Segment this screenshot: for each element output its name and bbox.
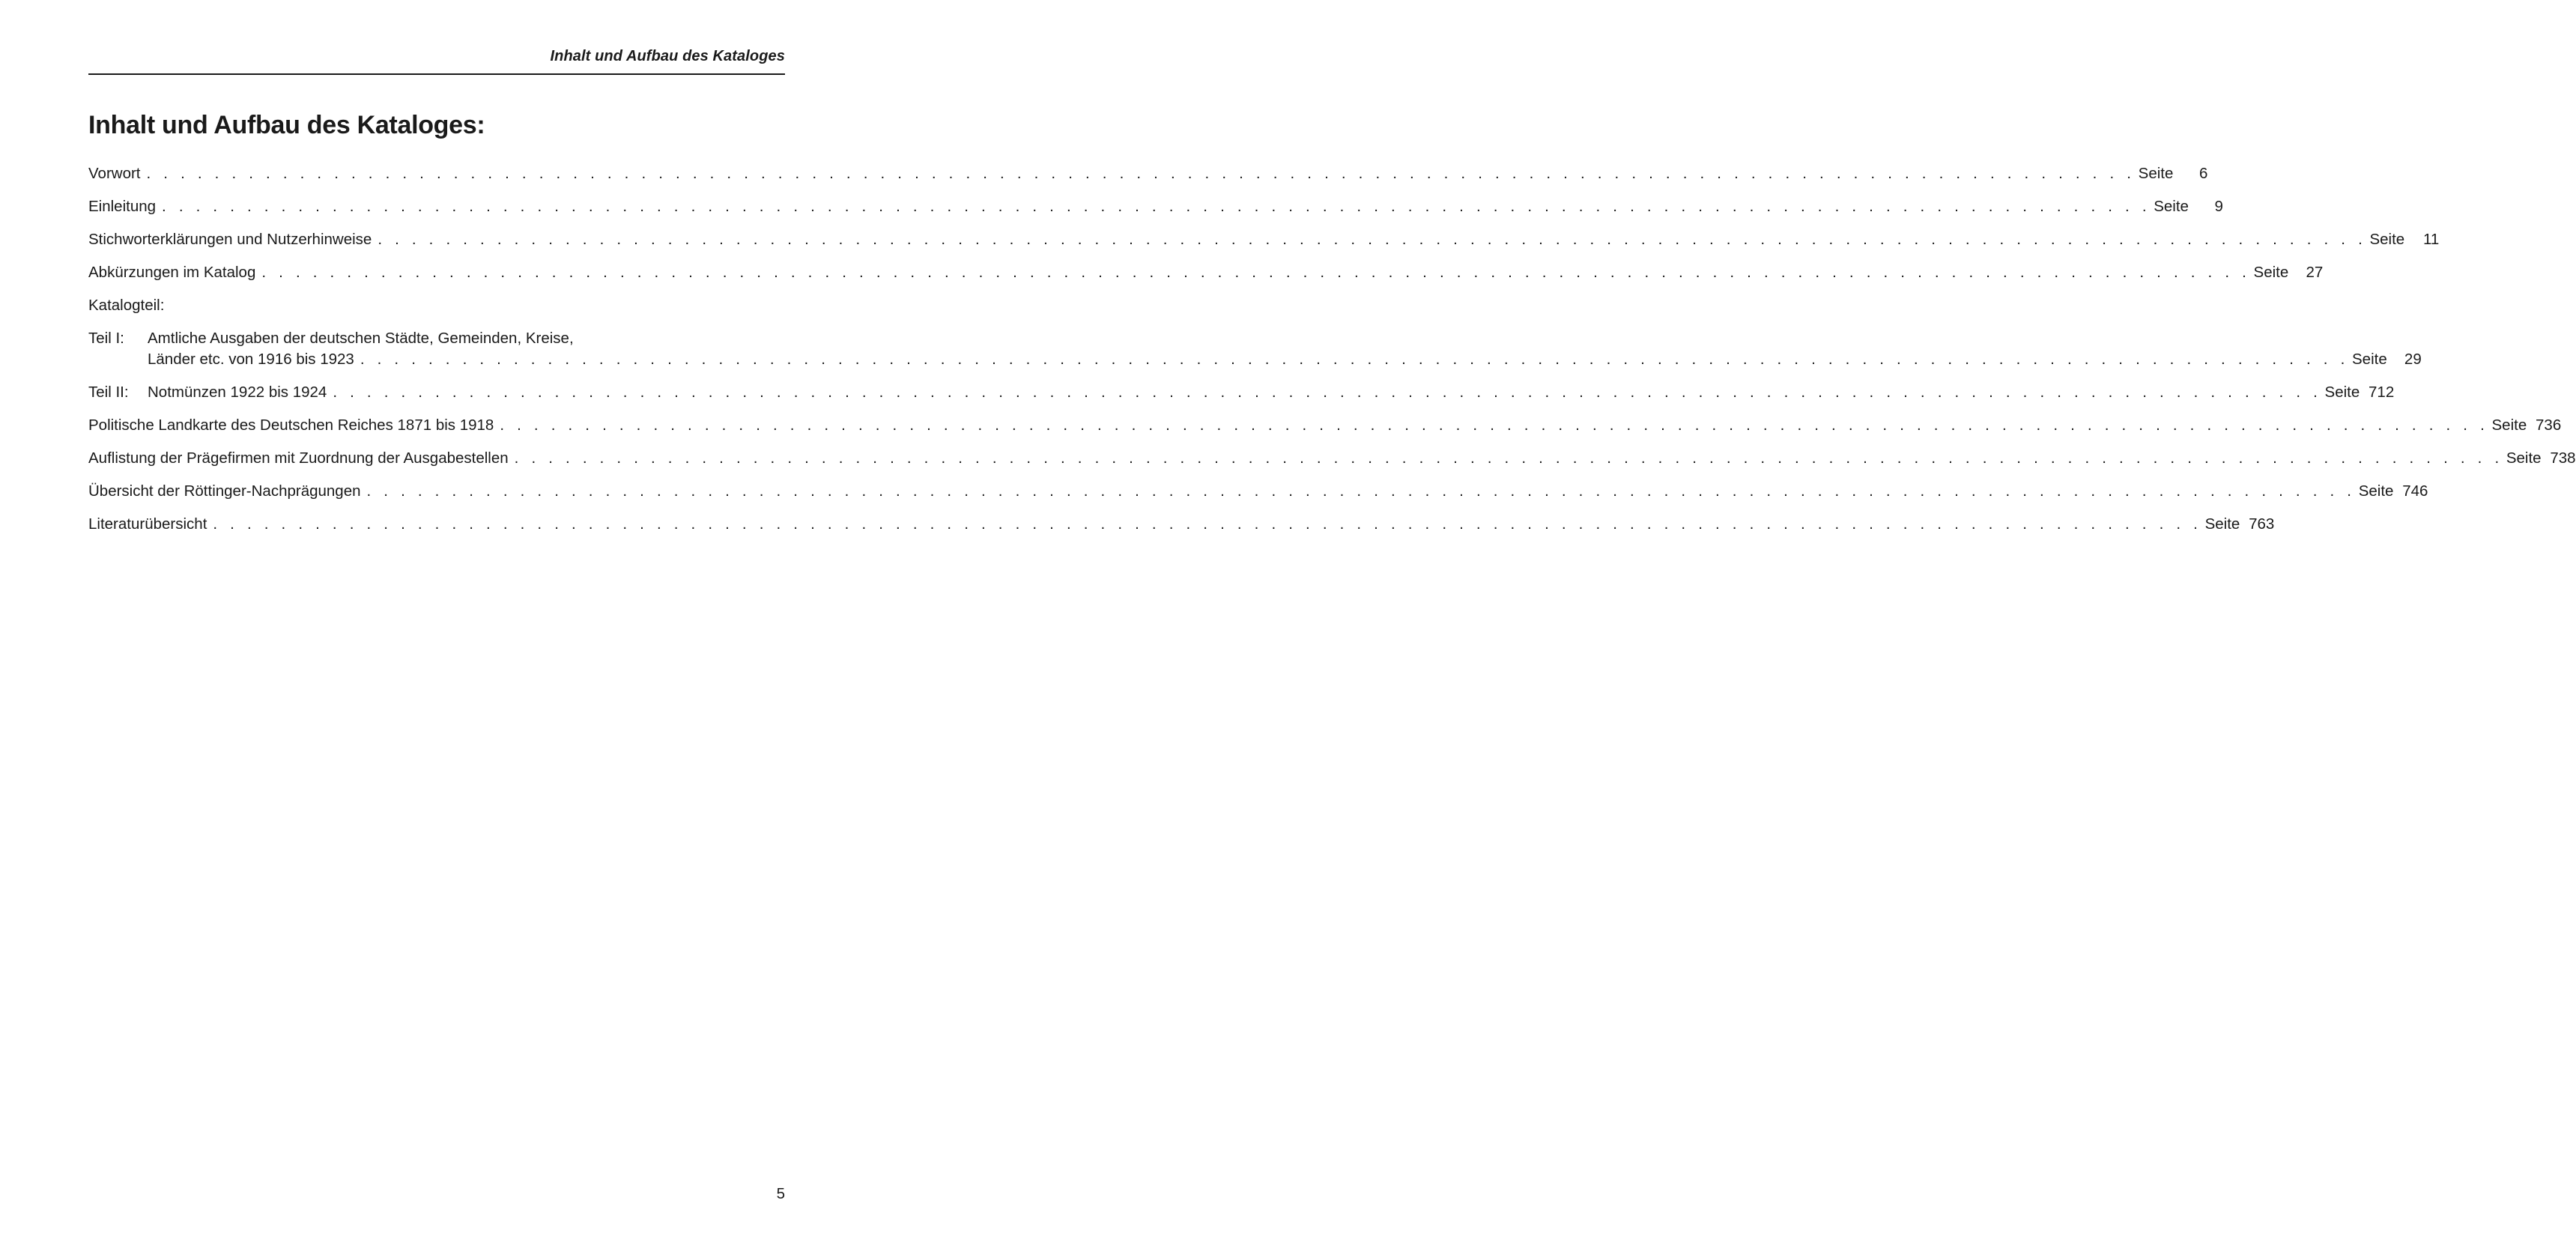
toc-entry-teil-1 [88,328,2422,370]
dot-leader: . . . . . . . . . . . . . . . . . . . . . . . . . . . . . . . . . . . . . . . . . . . . . . . . . . . . . . . . . . . . . . . . . . . . . . . . . . . . . . . . . . . . . . . . . . . . . . . . . . . . . . . . . . . . . . . . . . . . . [146,165,2136,182]
dot-leader: . . . . . . . . . . . . . . . . . . . . . . . . . . . . . . . . . . . . . . . . . . . . . . . . . . . . . . . . . . . . . . . . . . . . . . . . . . . . . . . . . . . . . . . . . . . . . . . . . . . . . . . . . . . . . . . . . . . . . [366,482,2356,500]
page-title: Inhalt und Aufbau des Kataloges: [88,111,485,139]
dot-leader: . . . . . . . . . . . . . . . . . . . . . . . . . . . . . . . . . . . . . . . . . . . . . . . . . . . . . . . . . . . . . . . . . . . . . . . . . . . . . . . . . . . . . . . . . . . . . . . . . . . . . . . . . . . . . . . . . . . . . [213,515,2202,533]
page-ref: 29 [2404,351,2422,368]
dot-leader: . . . . . . . . . . . . . . . . . . . . . . . . . . . . . . . . . . . . . . . . . . . . . . . . . . . . . . . . . . . . . . . . . . . . . . . . . . . . . . . . . . . . . . . . . . . . . . . . . . . . . . . . . . . . . . . . . . . . . [500,416,2489,434]
toc-label: Notmünzen 1922 bis 1924 [148,384,327,401]
toc-label-line-2: Länder etc. von 1916 bis 1923 [148,351,354,368]
seite-label: Seite [2352,351,2387,368]
running-header: Inhalt und Aufbau des Kataloges [550,48,785,64]
toc-entry-vorwort [88,163,2208,184]
toc-entry-roettinger [88,481,2428,502]
part-body [148,382,2394,403]
page-ref: 712 [2369,384,2395,401]
toc-entry-literatur [88,514,2275,535]
seite-label: Seite [2154,198,2189,215]
toc-section-katalogteil: Katalogteil: [88,297,165,314]
page-ref: 746 [2402,482,2428,500]
toc-label: Literaturübersicht [88,515,207,533]
toc-row [148,382,2394,403]
dot-leader: . . . . . . . . . . . . . . . . . . . . . . . . . . . . . . . . . . . . . . . . . . . . . . . . . . . . . . . . . . . . . . . . . . . . . . . . . . . . . . . . . . . . . . . . . . . . . . . . . . . . . . . . . . . . . . . . . . . . . [261,264,2251,281]
toc-label: Auflistung der Prägefirmen mit Zuordnung der Ausgabestellen [88,449,509,467]
page-ref: 6 [2199,165,2208,182]
seite-label: Seite [2506,449,2542,467]
dot-leader: . . . . . . . . . . . . . . . . . . . . . . . . . . . . . . . . . . . . . . . . . . . . . . . . . . . . . . . . . . . . . . . . . . . . . . . . . . . . . . . . . . . . . . . . . . . . . . . . . . . . . . . . . . . . . . . . . . . . . [162,198,2151,215]
toc-label: Abkürzungen im Katalog [88,264,256,281]
table-of-contents [88,163,2576,547]
toc-label-line-1: Amtliche Ausgaben der deutschen Städte, Gemeinden, Kreise, [148,330,574,347]
page-ref: 736 [2536,416,2562,434]
header-rule [88,73,785,75]
page-ref: 11 [2422,231,2440,248]
toc-entry-praegefirmen [88,448,2576,469]
part-label: Teil II: [88,384,129,401]
page-ref: 27 [2306,264,2324,281]
seite-label: Seite [2138,165,2174,182]
toc-label: Politische Landkarte des Deutschen Reiches 1871 bis 1918 [88,416,494,434]
toc-label: Stichworterklärungen und Nutzerhinweise [88,231,372,248]
seite-label: Seite [2204,515,2240,533]
seite-label: Seite [2491,416,2527,434]
page-ref: 738 [2550,449,2576,467]
toc-entry-abkuerzungen [88,262,2324,283]
dot-leader: . . . . . . . . . . . . . . . . . . . . . . . . . . . . . . . . . . . . . . . . . . . . . . . . . . . . . . . . . . . . . . . . . . . . . . . . . . . . . . . . . . . . . . . . . . . . . . . . . . . . . . . . . . . . . . . . . . . . . [378,231,2367,248]
part-label: Teil I: [88,330,124,347]
toc-label: Vorwort [88,165,141,182]
toc-entry-stichworterklaerungen [88,229,2440,250]
toc-label: Einleitung [88,198,157,215]
toc-label-line-2-row [148,349,2422,370]
page-number: 5 [776,1185,785,1202]
page-ref: 763 [2249,515,2275,533]
seite-label: Seite [2358,482,2394,500]
part-body [148,328,2422,370]
toc-entry-landkarte [88,415,2562,436]
seite-label: Seite [2369,231,2405,248]
toc-label: Übersicht der Röttinger-Nachprägungen [88,482,361,500]
dot-leader: . . . . . . . . . . . . . . . . . . . . . . . . . . . . . . . . . . . . . . . . . . . . . . . . . . . . . . . . . . . . . . . . . . . . . . . . . . . . . . . . . . . . . . . . . . . . . . . . . . . . . . . . . . . . . . . . . . . . . [514,449,2503,467]
dot-leader: . . . . . . . . . . . . . . . . . . . . . . . . . . . . . . . . . . . . . . . . . . . . . . . . . . . . . . . . . . . . . . . . . . . . . . . . . . . . . . . . . . . . . . . . . . . . . . . . . . . . . . . . . . . . . . . . . . . . . [333,384,2322,401]
toc-entry-einleitung [88,196,2223,217]
seite-label: Seite [2324,384,2360,401]
dot-leader: . . . . . . . . . . . . . . . . . . . . . . . . . . . . . . . . . . . . . . . . . . . . . . . . . . . . . . . . . . . . . . . . . . . . . . . . . . . . . . . . . . . . . . . . . . . . . . . . . . . . . . . . . . . . . . . . . . . . . [360,351,2349,368]
seite-label: Seite [2253,264,2289,281]
toc-entry-teil-2 [88,382,2395,403]
page-ref: 9 [2214,198,2223,215]
